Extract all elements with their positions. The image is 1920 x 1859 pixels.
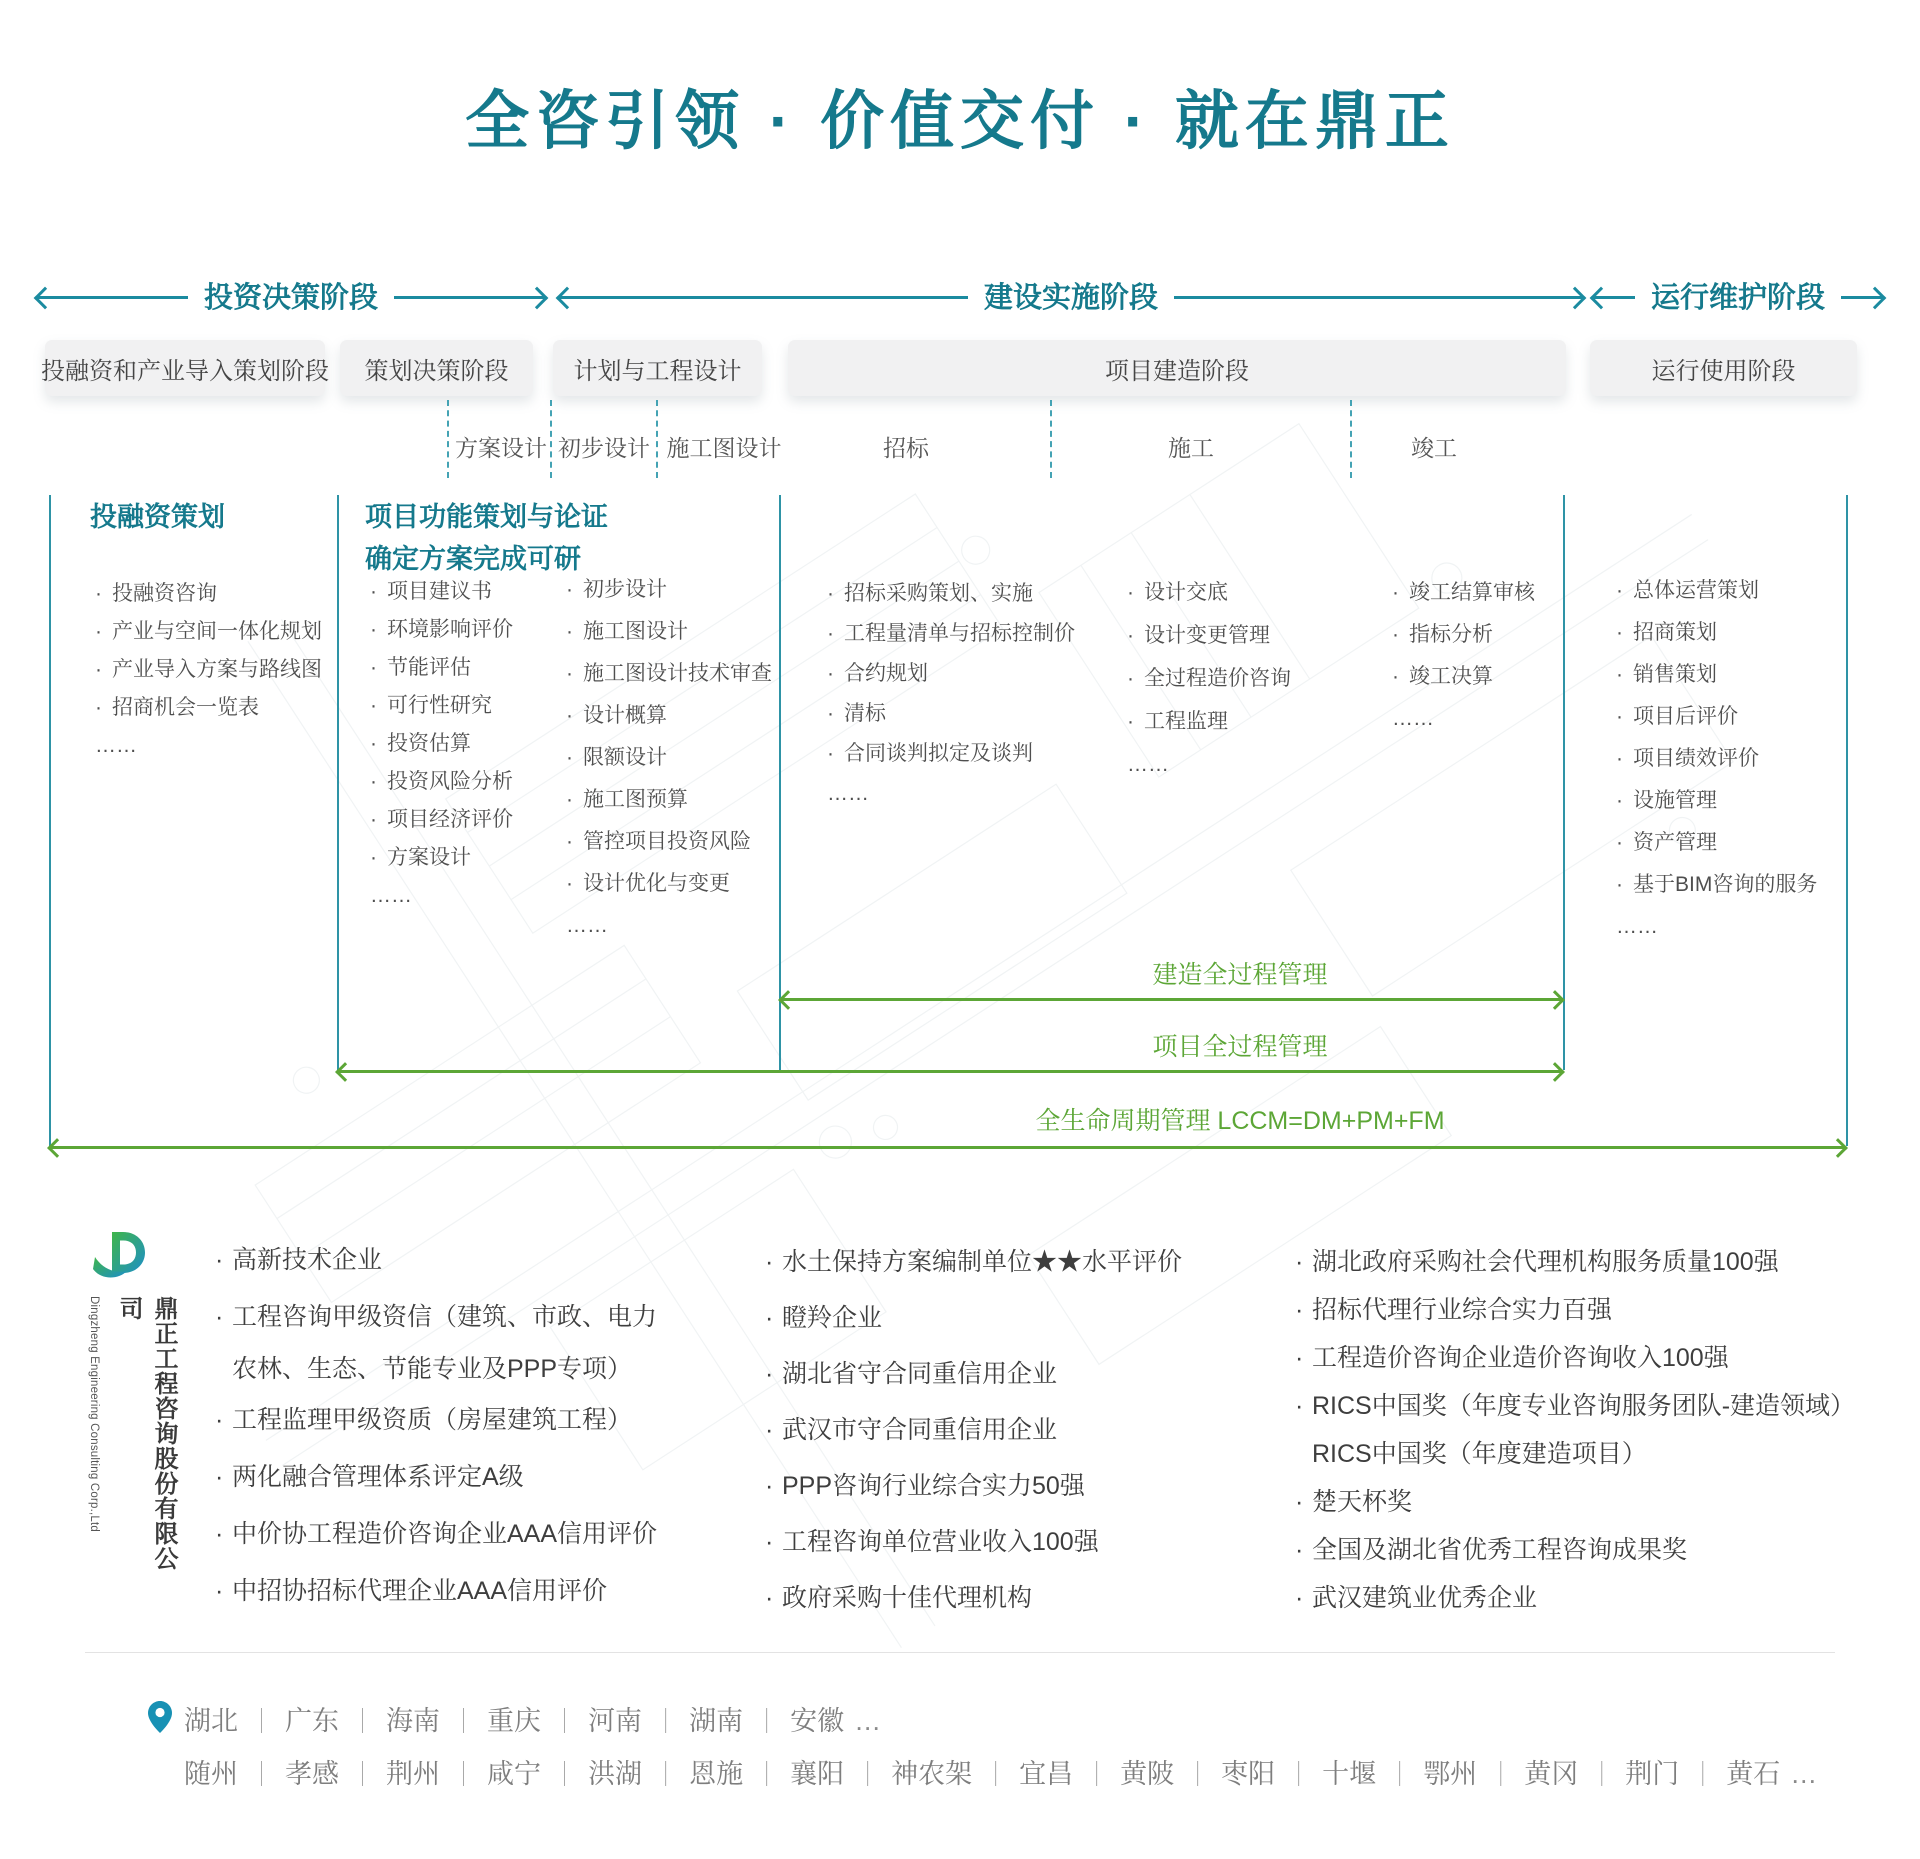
- phase-label: 运行维护阶段: [1635, 281, 1841, 315]
- service-list-operation: [1616, 570, 1817, 948]
- location-separator: ｜: [451, 1761, 477, 1789]
- location-separator: ｜: [754, 1761, 780, 1789]
- list-item: ……: [95, 734, 137, 757]
- list-item: · 施工图设计: [566, 611, 772, 653]
- substage-construction-drawing: 施工图设计: [666, 435, 782, 461]
- list-item: · 设计交底: [1127, 571, 1291, 614]
- bullet-dot: ·: [1392, 581, 1399, 604]
- bullet-dot: ·: [1616, 621, 1623, 644]
- location-separator: ｜: [1185, 1761, 1211, 1789]
- list-item: · 产业与空间一体化规划: [95, 613, 322, 651]
- location-row-provinces: [184, 1704, 883, 1739]
- bullet-dot: ·: [765, 1584, 774, 1612]
- bullet-dot: ·: [1127, 624, 1134, 647]
- management-label-project: 项目全过程管理: [1152, 1033, 1328, 1061]
- list-item: · 工程量清单与招标控制价: [827, 614, 1075, 654]
- page-title: 全咨引领 · 价值交付 · 就在鼎正: [465, 85, 1455, 157]
- list-item: · 项目后评价: [1616, 696, 1817, 738]
- bullet-dot: ·: [1127, 710, 1134, 733]
- list-item: · 合同谈判拟定及谈判: [827, 734, 1075, 774]
- list-item: · 投资估算: [370, 725, 513, 763]
- list-item: · 全过程造价咨询: [1127, 657, 1291, 700]
- list-item: · 项目建议书: [370, 573, 513, 611]
- list-item: ……: [370, 884, 412, 907]
- bullet-dot: ·: [827, 662, 834, 685]
- location-name: 湖北: [184, 1706, 238, 1736]
- service-list-bidding: [827, 574, 1075, 814]
- phase-investment-decision: [36, 281, 546, 315]
- list-item: · 全国及湖北省优秀工程咨询成果奖: [1295, 1526, 1855, 1574]
- list-item: · 工程造价咨询企业造价咨询收入100强: [1295, 1334, 1855, 1382]
- location-name: 鄂州: [1423, 1759, 1478, 1789]
- management-label-construction: 建造全过程管理: [1152, 961, 1328, 989]
- list-item: · 施工图设计技术审查: [566, 653, 772, 695]
- list-item: · 工程监理甲级资质（房屋建筑工程）: [215, 1392, 657, 1449]
- location-separator: ｜: [1286, 1761, 1312, 1789]
- bullet-dot: ·: [566, 788, 573, 811]
- list-item: · 环境影响评价: [370, 611, 513, 649]
- bullet-dot: ·: [215, 1463, 224, 1491]
- dashed-tick: [656, 400, 658, 478]
- bullet-dot: ·: [370, 732, 377, 755]
- location-name: 湖南: [689, 1706, 744, 1736]
- stage-box-operation: 运行使用阶段: [1590, 340, 1857, 396]
- list-item: · 招商机会一览表: [95, 689, 322, 727]
- location-name: 黄石: [1726, 1759, 1781, 1789]
- column-divider-line: [1563, 495, 1565, 1070]
- map-pin-icon: [148, 1701, 172, 1733]
- bullet-dot: ·: [1295, 1248, 1304, 1276]
- location-name: 恩施: [689, 1759, 744, 1789]
- list-item: · 项目经济评价: [370, 801, 513, 839]
- bullet-dot: ·: [765, 1248, 774, 1276]
- dashed-tick: [1050, 400, 1052, 478]
- phase-label: 投资决策阶段: [188, 281, 394, 315]
- bullet-dot: ·: [765, 1528, 774, 1556]
- bullet-dot: ·: [215, 1303, 224, 1331]
- bullet-dot: ·: [215, 1406, 224, 1434]
- location-separator: ｜: [1488, 1761, 1514, 1789]
- substage-scheme-design: 方案设计: [455, 435, 547, 461]
- location-name: 黄冈: [1524, 1759, 1579, 1789]
- location-name: 孝感: [285, 1759, 340, 1789]
- list-item: · 资产管理: [1616, 822, 1817, 864]
- list-item: · 初步设计: [566, 569, 772, 611]
- location-name: 黄陂: [1120, 1759, 1175, 1789]
- bullet-dot: ·: [1616, 789, 1623, 812]
- column-header-line-1: 项目功能策划与论证: [365, 502, 608, 532]
- service-list-design: [566, 569, 772, 947]
- bullet-dot: ·: [566, 620, 573, 643]
- bullet-dot: ·: [1616, 873, 1623, 896]
- list-item: · 两化融合管理体系评定A级: [215, 1449, 657, 1506]
- list-item: · 招标代理行业综合实力百强: [1295, 1286, 1855, 1334]
- bullet-dot: ·: [1616, 705, 1623, 728]
- bullet-dot: ·: [370, 580, 377, 603]
- bullet-dot: ·: [95, 620, 102, 643]
- bullet-dot: ·: [827, 742, 834, 765]
- location-separator: ｜: [451, 1708, 477, 1736]
- bullet-dot: ·: [1616, 831, 1623, 854]
- service-list-construction: [1127, 571, 1291, 786]
- bullet-dot: ·: [1616, 747, 1623, 770]
- location-separator: ｜: [1387, 1761, 1413, 1789]
- service-list-feasibility: [370, 573, 513, 915]
- bullet-dot: ·: [370, 808, 377, 831]
- stage-box-decision: 策划决策阶段: [340, 340, 533, 396]
- list-item: · 设计优化与变更: [566, 863, 772, 905]
- bullet-dot: ·: [827, 582, 834, 605]
- bullet-dot: ·: [1295, 1392, 1304, 1420]
- phase-construction: [558, 281, 1584, 315]
- location-row-cities: [184, 1757, 1819, 1792]
- bullet-dot: ·: [370, 846, 377, 869]
- location-separator: ｜: [249, 1761, 275, 1789]
- footer-divider: [85, 1652, 1835, 1653]
- bullet-dot: ·: [370, 770, 377, 793]
- location-name: 海南: [386, 1706, 441, 1736]
- bullet-dot: ·: [566, 662, 573, 685]
- bullet-dot: ·: [566, 578, 573, 601]
- list-item: · 政府采购十佳代理机构: [765, 1570, 1182, 1626]
- list-item: · 竣工决算: [1392, 656, 1535, 698]
- list-item: · 招标采购策划、实施: [827, 574, 1075, 614]
- column-divider-line: [1846, 495, 1848, 1146]
- bullet-dot: ·: [1295, 1536, 1304, 1564]
- list-item: · PPP咨询行业综合实力50强: [765, 1458, 1182, 1514]
- location-separator: ｜: [350, 1761, 376, 1789]
- list-item: RICS中国奖（年度建造项目）: [1312, 1440, 1647, 1468]
- location-name: 咸宁: [487, 1759, 542, 1789]
- list-item: ……: [1616, 915, 1658, 938]
- bullet-dot: ·: [765, 1416, 774, 1444]
- bullet-dot: ·: [1295, 1296, 1304, 1324]
- location-separator: ｜: [1690, 1761, 1716, 1789]
- awards-list-qualifications: [215, 1232, 657, 1620]
- list-item: · 节能评估: [370, 649, 513, 687]
- list-item: · 工程咨询单位营业收入100强: [765, 1514, 1182, 1570]
- bullet-dot: ·: [95, 696, 102, 719]
- location-name: 河南: [588, 1706, 643, 1736]
- location-name: 枣阳: [1221, 1759, 1276, 1789]
- company-name-cn: 鼎正工程咨询股份有限公司: [115, 1296, 177, 1571]
- location-separator: ｜: [855, 1761, 881, 1789]
- stage-box-design: 计划与工程设计: [553, 340, 762, 396]
- list-item: · 高新技术企业: [215, 1232, 657, 1289]
- list-item: · 投融资咨询: [95, 575, 322, 613]
- bullet-dot: ·: [1616, 663, 1623, 686]
- company-name-en: Dingzheng Engineering Consulting Corp.,Ltd: [88, 1296, 100, 1532]
- location-name: 襄阳: [790, 1759, 845, 1789]
- location-more-ellipsis: …: [854, 1706, 884, 1736]
- bullet-dot: ·: [827, 702, 834, 725]
- list-item: · RICS中国奖（年度专业咨询服务团队-建造领域）: [1295, 1382, 1855, 1430]
- phase-operation: [1592, 281, 1884, 315]
- list-item: · 设计变更管理: [1127, 614, 1291, 657]
- column-divider-line: [49, 495, 51, 1146]
- company-logo-icon: [90, 1230, 152, 1286]
- column-header-financing: 投融资策划: [90, 502, 225, 532]
- bullet-dot: ·: [1392, 623, 1399, 646]
- column-divider-line: [337, 495, 339, 1070]
- bullet-dot: ·: [95, 582, 102, 605]
- location-separator: ｜: [1084, 1761, 1110, 1789]
- bullet-dot: ·: [1392, 665, 1399, 688]
- bullet-dot: ·: [215, 1577, 224, 1605]
- list-item: · 方案设计: [370, 839, 513, 877]
- location-separator: ｜: [552, 1708, 578, 1736]
- list-item: · 基于BIM咨询的服务: [1616, 864, 1817, 906]
- location-separator: ｜: [653, 1708, 679, 1736]
- dashed-tick: [447, 400, 449, 478]
- location-name: 十堰: [1322, 1759, 1377, 1789]
- list-item: · 管控项目投资风险: [566, 821, 772, 863]
- list-item: · 瞪羚企业: [765, 1290, 1182, 1346]
- bullet-dot: ·: [1295, 1488, 1304, 1516]
- list-item: ……: [1127, 753, 1169, 776]
- stage-box-construction: 项目建造阶段: [788, 340, 1566, 396]
- substage-construction: 施工: [1168, 435, 1214, 461]
- location-name: 安徽: [790, 1706, 845, 1736]
- list-item: · 投资风险分析: [370, 763, 513, 801]
- service-list-financing: [95, 575, 322, 765]
- bullet-dot: ·: [566, 704, 573, 727]
- stage-box-financing-planning: 投融资和产业导入策划阶段: [45, 340, 325, 396]
- location-name: 荆门: [1625, 1759, 1680, 1789]
- substage-bidding: 招标: [883, 435, 929, 461]
- location-separator: ｜: [653, 1761, 679, 1789]
- column-divider-line: [779, 495, 781, 1070]
- location-separator: ｜: [1589, 1761, 1615, 1789]
- management-label-lifecycle: 全生命周期管理 LCCM=DM+PM+FM: [1035, 1107, 1445, 1135]
- list-item: · 招商策划: [1616, 612, 1817, 654]
- list-item: ……: [1392, 707, 1434, 730]
- column-header-line-2: 确定方案完成可研: [365, 544, 581, 574]
- bullet-dot: ·: [370, 694, 377, 717]
- location-name: 荆州: [386, 1759, 441, 1789]
- list-item: · 清标: [827, 694, 1075, 734]
- list-item: · 限额设计: [566, 737, 772, 779]
- list-item: · 工程咨询甲级资信（建筑、市政、电力: [215, 1289, 657, 1346]
- phase-label: 建设实施阶段: [968, 281, 1174, 315]
- bullet-dot: ·: [370, 618, 377, 641]
- list-item: · 项目绩效评价: [1616, 738, 1817, 780]
- list-item: · 工程监理: [1127, 700, 1291, 743]
- list-item: · 武汉市守合同重信用企业: [765, 1402, 1182, 1458]
- bullet-dot: ·: [1295, 1584, 1304, 1612]
- bullet-dot: ·: [1127, 581, 1134, 604]
- list-item: · 合约规划: [827, 654, 1075, 694]
- location-separator: ｜: [754, 1708, 780, 1736]
- list-item: · 湖北政府采购社会代理机构服务质量100强: [1295, 1238, 1855, 1286]
- list-item: ……: [827, 782, 869, 805]
- bullet-dot: ·: [370, 656, 377, 679]
- list-item: · 中招协招标代理企业AAA信用评价: [215, 1563, 657, 1620]
- bullet-dot: ·: [566, 746, 573, 769]
- service-list-completion: [1392, 572, 1535, 740]
- location-name: 洪湖: [588, 1759, 643, 1789]
- location-separator: ｜: [552, 1761, 578, 1789]
- list-item: · 销售策划: [1616, 654, 1817, 696]
- list-item: · 设施管理: [1616, 780, 1817, 822]
- management-arrow-lifecycle: [49, 1146, 1846, 1149]
- list-item: · 中价协工程造价咨询企业AAA信用评价: [215, 1506, 657, 1563]
- list-item: · 总体运营策划: [1616, 570, 1817, 612]
- list-item: · 湖北省守合同重信用企业: [765, 1346, 1182, 1402]
- management-arrow-project: [337, 1070, 1563, 1073]
- bullet-dot: ·: [765, 1304, 774, 1332]
- list-item: · 武汉建筑业优秀企业: [1295, 1574, 1855, 1622]
- location-separator: ｜: [249, 1708, 275, 1736]
- dashed-tick: [1350, 400, 1352, 478]
- list-item: · 可行性研究: [370, 687, 513, 725]
- bullet-dot: ·: [765, 1472, 774, 1500]
- bullet-dot: ·: [1616, 579, 1623, 602]
- substage-preliminary-design: 初步设计: [558, 435, 650, 461]
- list-item: · 产业导入方案与路线图: [95, 651, 322, 689]
- location-name: 随州: [184, 1759, 238, 1789]
- list-item: ……: [566, 914, 608, 937]
- list-item: · 竣工结算审核: [1392, 572, 1535, 614]
- bullet-dot: ·: [95, 658, 102, 681]
- bullet-dot: ·: [1295, 1344, 1304, 1372]
- bullet-dot: ·: [566, 830, 573, 853]
- management-arrow-construction: [780, 998, 1563, 1001]
- bullet-dot: ·: [1127, 667, 1134, 690]
- bullet-dot: ·: [765, 1360, 774, 1388]
- location-separator: ｜: [983, 1761, 1009, 1789]
- awards-list-honors: [1295, 1238, 1855, 1622]
- column-header-feasibility: [365, 496, 608, 580]
- list-item: 农林、生态、节能专业及PPP专项）: [232, 1355, 633, 1383]
- list-item: · 施工图预算: [566, 779, 772, 821]
- location-more-ellipsis: …: [1790, 1759, 1820, 1789]
- substage-completion: 竣工: [1411, 435, 1457, 461]
- list-item: · 楚天杯奖: [1295, 1478, 1855, 1526]
- location-name: 神农架: [891, 1759, 973, 1789]
- dashed-tick: [550, 400, 552, 478]
- bullet-dot: ·: [566, 872, 573, 895]
- location-name: 宜昌: [1019, 1759, 1074, 1789]
- location-name: 重庆: [487, 1706, 542, 1736]
- awards-list-credit: [765, 1234, 1182, 1626]
- bullet-dot: ·: [215, 1246, 224, 1274]
- bullet-dot: ·: [827, 622, 834, 645]
- location-separator: ｜: [350, 1708, 376, 1736]
- location-name: 广东: [285, 1706, 340, 1736]
- list-item: · 指标分析: [1392, 614, 1535, 656]
- list-item: · 水土保持方案编制单位★★水平评价: [765, 1234, 1182, 1290]
- list-item: · 设计概算: [566, 695, 772, 737]
- bullet-dot: ·: [215, 1520, 224, 1548]
